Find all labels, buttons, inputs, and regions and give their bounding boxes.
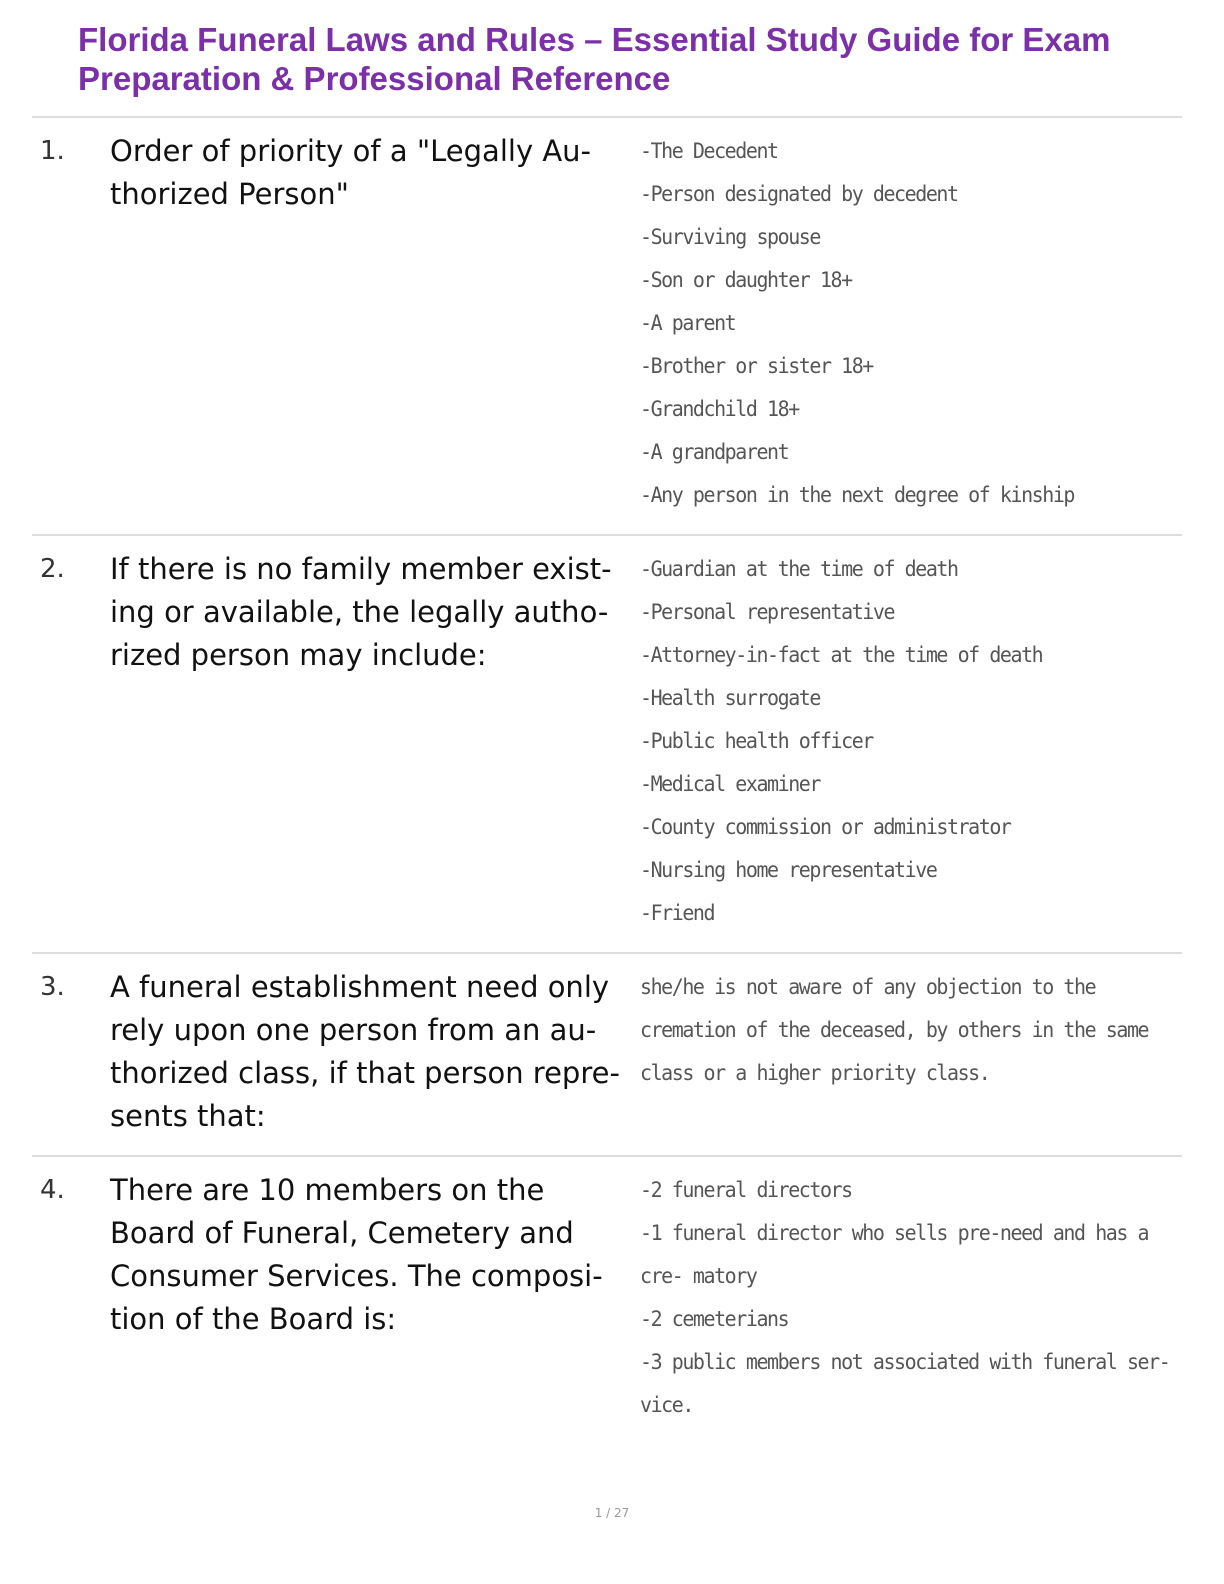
answer-line: -A grandparent (640, 440, 789, 464)
answer-line: -The Decedent (640, 139, 778, 163)
answer-line: -Any person in the next degree of kinship (640, 483, 1075, 507)
answer-line: -3 public members not associated with funeral ser- vice. (640, 1350, 1170, 1417)
answer-line: -Public health officer (640, 729, 873, 753)
card-answer (640, 1169, 1172, 1427)
page-number: 1 / 27 (594, 1506, 630, 1520)
card-question: Order of priority of a "Legally Au- thorized Person" (110, 134, 592, 211)
card-question: If there is no family member exist- ing or available, the legally autho- rized person may include: (110, 552, 612, 672)
answer-line: -2 cemeterians (640, 1307, 789, 1331)
divider (32, 534, 1182, 536)
card-number: 4. (40, 1175, 65, 1205)
answer-line: -Personal representative (640, 600, 895, 624)
answer-line: -Guardian at the time of death (640, 557, 958, 581)
answer-line: -2 funeral directors (640, 1178, 852, 1202)
answer-line: -A parent (640, 311, 736, 335)
answer-line: -Health surrogate (640, 686, 820, 710)
card-answer (640, 966, 1172, 1095)
divider (32, 952, 1182, 954)
answer-line: -Person designated by decedent (640, 182, 958, 206)
answer-line: -Surviving spouse (640, 225, 820, 249)
answer-line: -Attorney-in-fact at the time of death (640, 643, 1043, 667)
answer-line: -1 funeral director who sells pre-need and has a cre- matory (640, 1221, 1149, 1288)
card-answer (640, 548, 1153, 935)
card-number: 1. (40, 136, 65, 166)
card-question: A funeral establishment need only rely upon one person from an au- thorized class, if that person repre- sents that: (110, 970, 620, 1133)
divider (32, 1155, 1182, 1157)
card-number: 3. (40, 972, 65, 1002)
divider (32, 116, 1182, 118)
answer-line: -Grandchild 18+ (640, 397, 799, 421)
answer-line: -Nursing home representative (640, 858, 937, 882)
card-answer (640, 130, 1153, 517)
page-title: Florida Funeral Laws and Rules – Essential Study Guide for Exam Preparation & Professional Reference (78, 21, 1111, 97)
answer-line: -Brother or sister 18+ (640, 354, 873, 378)
answer-line: -County commission or administrator (640, 815, 1011, 839)
card-question: There are 10 members on the Board of Funeral, Cemetery and Consumer Services. The composi- tion of the Board is: (110, 1173, 603, 1336)
card-number: 2. (40, 554, 65, 584)
answer-line: -Son or daughter 18+ (640, 268, 852, 292)
answer-line: she/he is not aware of any objection to the cremation of the deceased, by others in the same class or a higher priority class. (640, 975, 1149, 1085)
answer-line: -Friend (640, 901, 715, 925)
answer-line: -Medical examiner (640, 772, 820, 796)
